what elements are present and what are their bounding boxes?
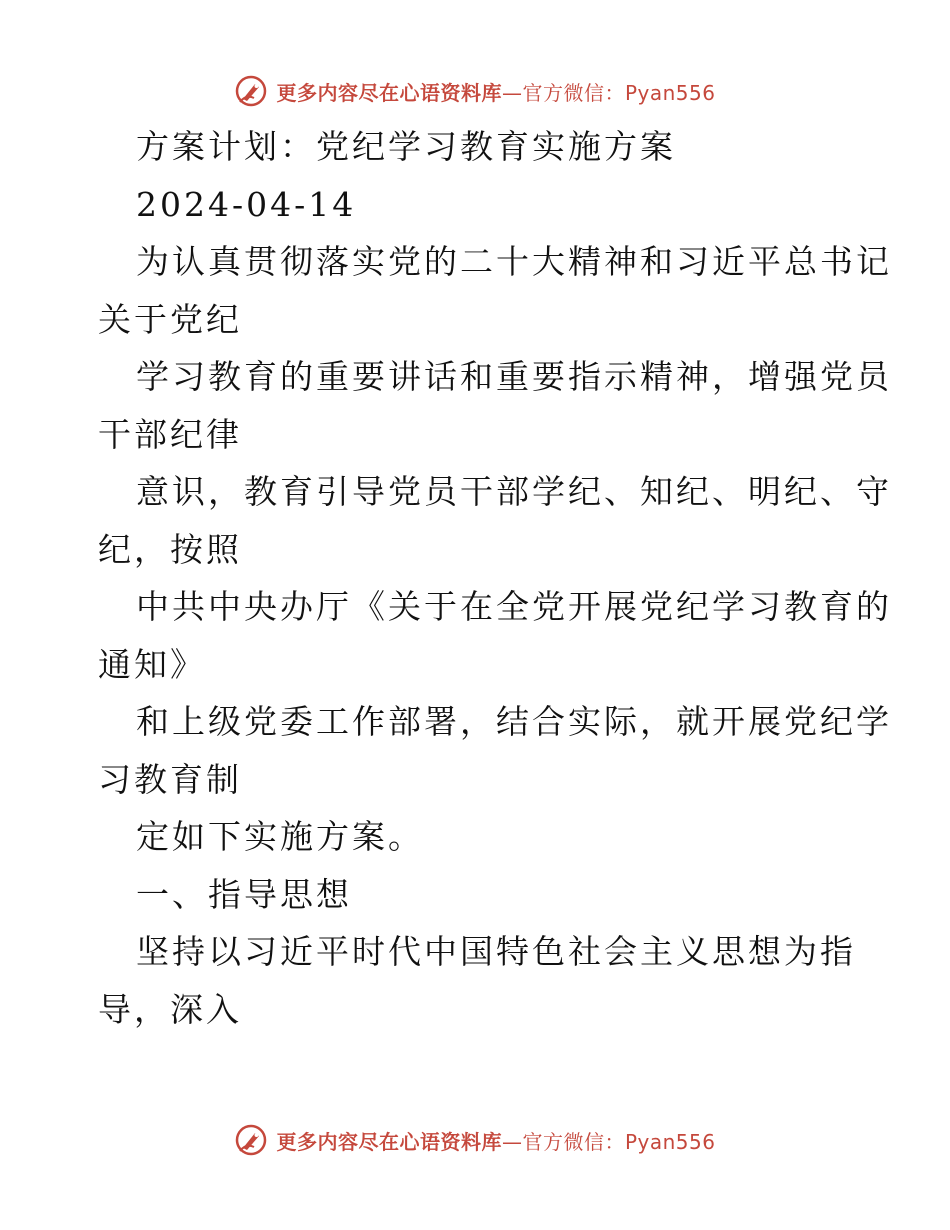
document-body (98, 118, 892, 1038)
banner-main-text: 更多内容尽在心语资料库 (276, 1129, 502, 1154)
document-line: 方案计划：党纪学习教育实施方案 (136, 127, 676, 166)
footer-watermark-banner (0, 1120, 950, 1160)
document-line: 导，深入 (98, 989, 242, 1029)
banner-sub-text: 官方微信：Pyan556 (522, 1129, 716, 1154)
pen-nib-logo-icon (234, 1123, 268, 1157)
document-line: 干部纪律 (98, 414, 242, 454)
banner-sub-text: 官方微信：Pyan556 (522, 80, 716, 105)
document-line: 和上级党委工作部署，结合实际，就开展党纪学 (136, 702, 892, 741)
banner-separator: — (501, 1129, 523, 1154)
pen-nib-logo-icon (234, 74, 268, 108)
document-line: 坚持以习近平时代中国特色社会主义思想为指 (136, 932, 856, 971)
document-line: 一、指导思想 (136, 874, 352, 914)
banner-text (276, 77, 715, 106)
document-line: 纪，按照 (98, 529, 242, 569)
document-line: 为认真贯彻落实党的二十大精神和习近平总书记 (136, 242, 892, 281)
document-line: 学习教育的重要讲话和重要指示精神，增强党员 (136, 357, 892, 396)
document-line: 关于党纪 (98, 299, 242, 339)
document-line: 习教育制 (98, 759, 242, 799)
document-line: 意识，教育引导党员干部学纪、知纪、明纪、守 (136, 472, 892, 511)
banner-separator: — (501, 80, 523, 105)
header-watermark-banner (0, 71, 950, 111)
document-line: 2024-04-14 (136, 184, 357, 224)
document-line: 定如下实施方案。 (136, 817, 424, 856)
banner-text (276, 1126, 715, 1155)
document-line: 通知》 (98, 644, 206, 684)
banner-main-text: 更多内容尽在心语资料库 (276, 80, 502, 105)
document-line: 中共中央办厅《关于在全党开展党纪学习教育的 (136, 587, 892, 626)
